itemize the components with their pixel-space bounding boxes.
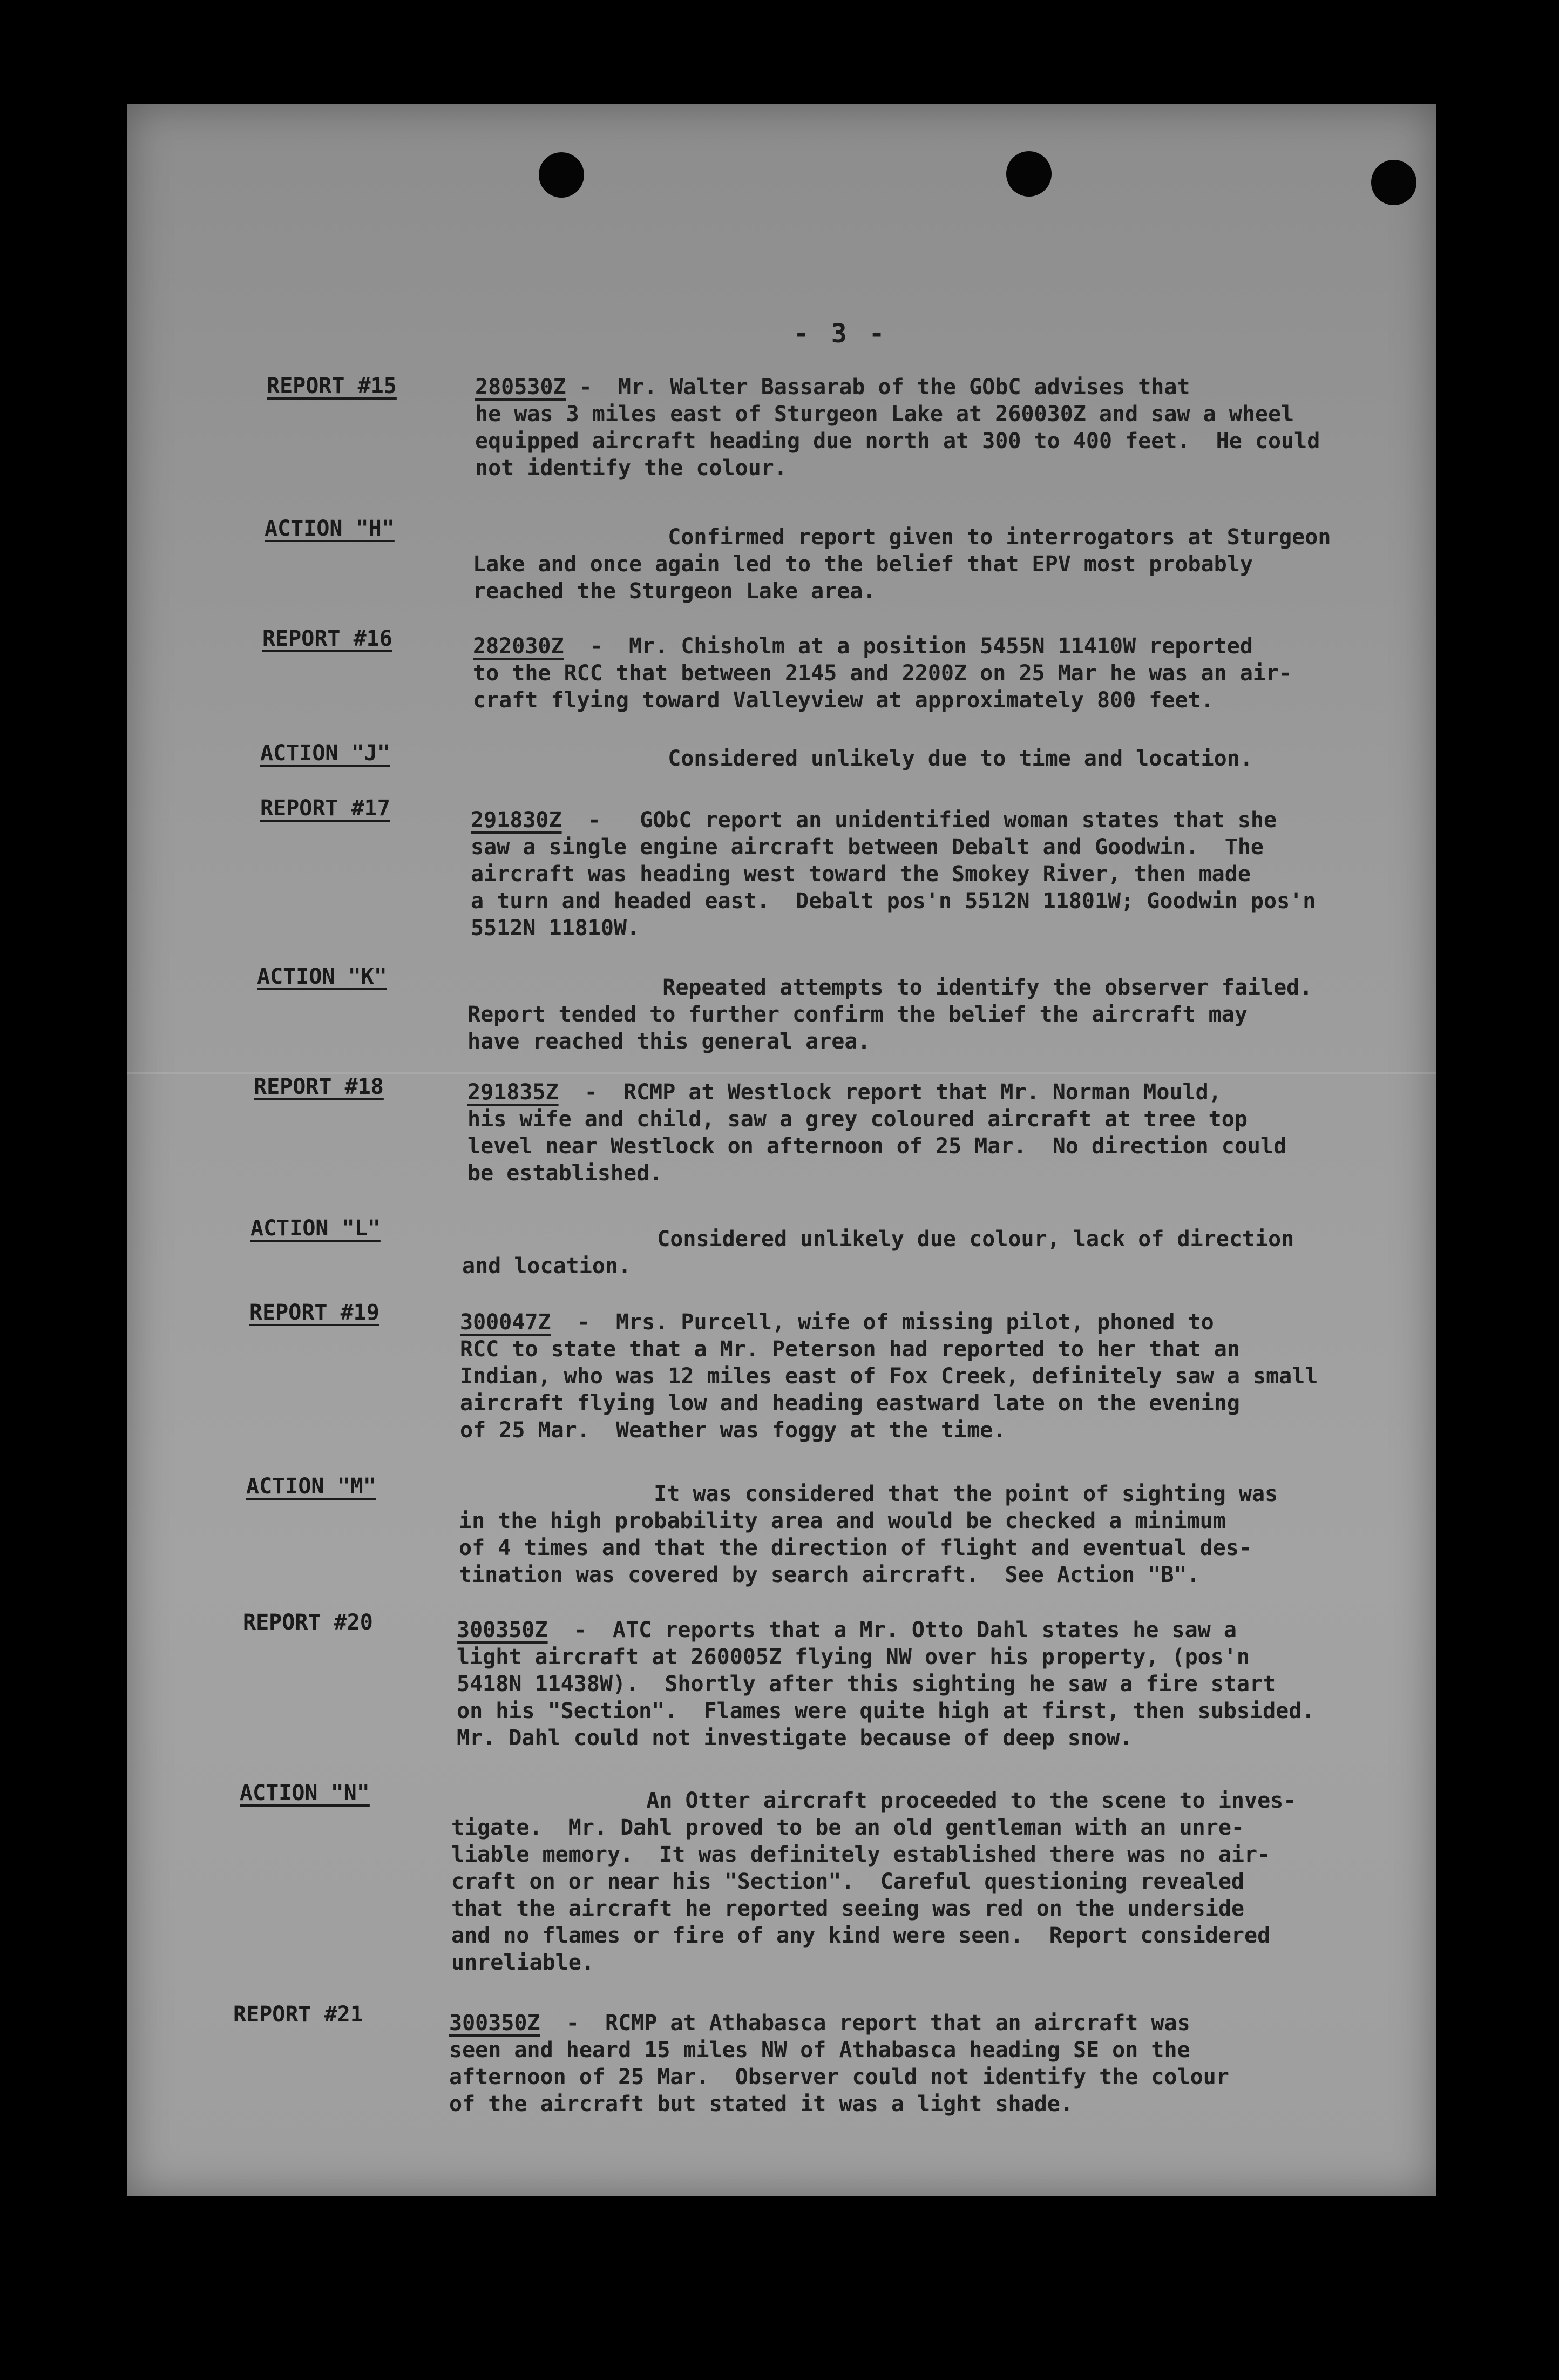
report-time-code: 300350Z — [457, 1618, 548, 1642]
report-time-code: 300047Z — [460, 1310, 551, 1335]
entry-label-report-19: REPORT #19 — [249, 1300, 379, 1325]
entry-label-action-n: ACTION "N" — [240, 1781, 370, 1806]
page-number: - 3 - — [794, 319, 888, 349]
entry-text-action-h: Confirmed report given to interrogators at Sturgeon Lake and once again led to the belief that EPV most probably reached the Sturgeon Lake area. — [473, 525, 1331, 604]
entry-label-action-m: ACTION "M" — [246, 1474, 376, 1499]
punch-hole-right — [1371, 160, 1416, 205]
report-time-code: 291830Z — [471, 808, 562, 833]
entry-text-action-j: Considered unlikely due to time and location. — [473, 746, 1253, 771]
entry-text-action-m: It was considered that the point of sighting was in the high probability area and would be checked a minimum of 4 times and that the direction of flight and eventual des- tination was covered by search aircraft. See Action "B". — [459, 1482, 1278, 1587]
entry-label-report-15: REPORT #15 — [267, 374, 397, 398]
entry-text-action-n: An Otter aircraft proceeded to the scene to inves- tigate. Mr. Dahl proved to be an old gentleman with an unre- liable memory. It was definitely established there was no air- craft on or near his "Section". Careful questioning revealed that the aircraft he reported seeing was red on the underside and no flames or fire of any kind were seen. Report considered unreliable. — [451, 1788, 1297, 1975]
entry-label-report-17: REPORT #17 — [260, 796, 390, 821]
entry-text-report-20: 300350Z - ATC reports that a Mr. Otto Dahl states he saw a light aircraft at 260005Z flying NW over his property, (pos'n 5418N 11438W). Shortly after this sighting he saw a fire start on his "Section". Flames were quite high at first, then subsided. Mr. Dahl could not investigate because of deep snow. — [457, 1618, 1315, 1750]
entry-label-action-h: ACTION "H" — [265, 516, 395, 541]
report-time-code: 282030Z — [473, 634, 564, 659]
entry-text-report-21: 300350Z - RCMP at Athabasca report that an aircraft was seen and heard 15 miles NW of Athabasca heading SE on the afternoon of 25 Mar. Observer could not identify the colour of the aircraft but stated it was a light shade. — [449, 2011, 1229, 2117]
report-time-code: 300350Z — [449, 2011, 540, 2036]
entry-text-action-l: Considered unlikely due colour, lack of direction and location. — [462, 1227, 1294, 1279]
entry-text-action-k: Repeated attempts to identify the observer failed. Report tended to further confirm the belief the aircraft may have reached this general area. — [467, 975, 1313, 1054]
entry-text-report-17: 291830Z - GObC report an unidentified woman states that she saw a single engine aircraft between Debalt and Goodwin. The aircraft was heading west toward the Smokey River, then made a turn and headed east. Debalt pos'n 5512N 11801W; Goodwin pos'n 5512N 11810W. — [471, 808, 1316, 941]
entry-label-action-k: ACTION "K" — [257, 964, 387, 989]
report-time-code: 280530Z — [475, 375, 566, 400]
entry-label-action-j: ACTION "J" — [260, 741, 390, 766]
punch-hole-center — [1006, 151, 1052, 197]
entry-text-report-19: 300047Z - Mrs. Purcell, wife of missing pilot, phoned to RCC to state that a Mr. Peterson had reported to her that an Indian, who was 12 miles east of Fox Creek, definitely saw a small aircraft flying low and heading eastward late on the evening of 25 Mar. Weather was foggy at the time. — [460, 1310, 1318, 1443]
entry-text-report-16: 282030Z - Mr. Chisholm at a position 5455N 11410W reported to the RCC that between 2145 and 2200Z on 25 Mar he was an air- craft flying toward Valleyview at approximately 800 feet. — [473, 634, 1292, 713]
entry-label-action-l: ACTION "L" — [250, 1216, 381, 1241]
entry-text-report-15: 280530Z - Mr. Walter Bassarab of the GObC advises that he was 3 miles east of Sturgeon Lake at 260030Z and saw a wheel equipped aircraft heading due north at 300 to 400 feet. He could not identify the colour. — [475, 375, 1320, 481]
entry-label-report-18: REPORT #18 — [254, 1074, 384, 1099]
report-time-code: 291835Z — [467, 1080, 559, 1105]
entry-label-report-21: REPORT #21 — [233, 2002, 363, 2027]
entry-text-report-18: 291835Z - RCMP at Westlock report that Mr. Norman Mould, his wife and child, saw a grey coloured aircraft at tree top level near Westlock on afternoon of 25 Mar. No direction could be established. — [467, 1080, 1287, 1186]
punch-hole-left — [539, 152, 584, 198]
entry-label-report-16: REPORT #16 — [262, 626, 392, 651]
entry-label-report-20: REPORT #20 — [243, 1610, 373, 1635]
